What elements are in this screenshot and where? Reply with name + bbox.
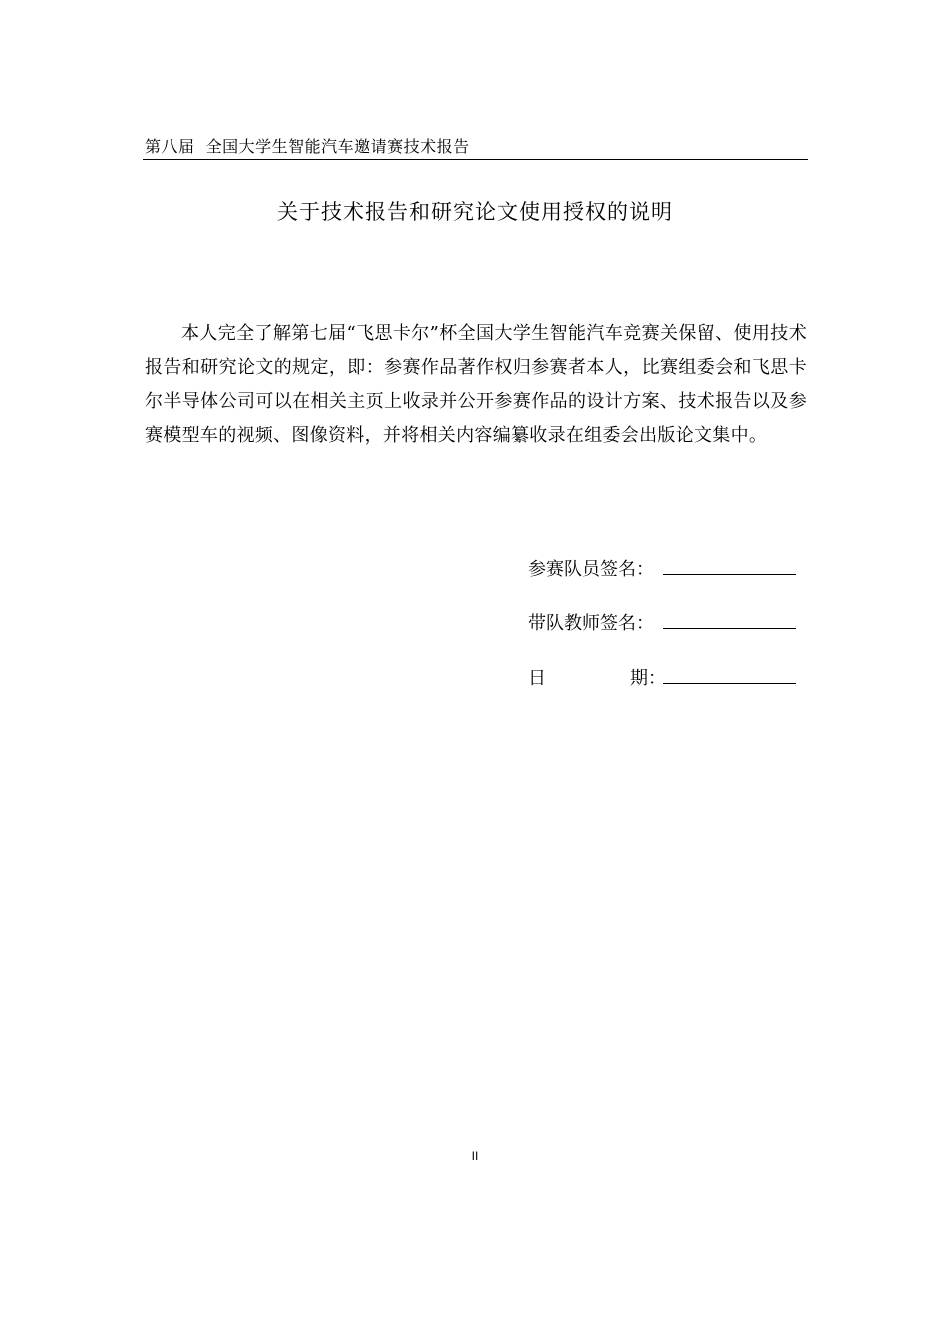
- running-header: 第八届 全国大学生智能汽车邀请赛技术报告: [145, 137, 470, 156]
- authorization-paragraph: 本人完全了解第七届“飞思卡尔”杯全国大学生智能汽车竞赛关保留、使用技术报告和研究论文的规定，即：参赛作品著作权归参赛者本人，比赛组委会和飞思卡尔半导体公司可以在相关主页上收录并公开参赛作品的设计方案、技术报告以及参赛模型车的视频、图像资料，并将相关内容编纂收录在组委会出版论文集中。: [145, 323, 807, 446]
- date-row: [528, 664, 666, 688]
- team-member-signature-row: [528, 555, 654, 579]
- date-label-start: 日: [528, 668, 546, 689]
- team-member-signature-line: [663, 574, 796, 575]
- teacher-signature-row: [528, 609, 654, 633]
- teacher-signature-line: [663, 628, 796, 629]
- date-label-end: 期：: [630, 668, 666, 689]
- page-title: 关于技术报告和研究论文使用授权的说明: [277, 200, 673, 224]
- page-number: II: [471, 1149, 479, 1163]
- teacher-signature-label: 带队教师签名：: [528, 613, 654, 634]
- team-member-signature-label: 参赛队员签名：: [528, 559, 654, 580]
- header-rule: [143, 159, 808, 160]
- date-line: [663, 683, 796, 684]
